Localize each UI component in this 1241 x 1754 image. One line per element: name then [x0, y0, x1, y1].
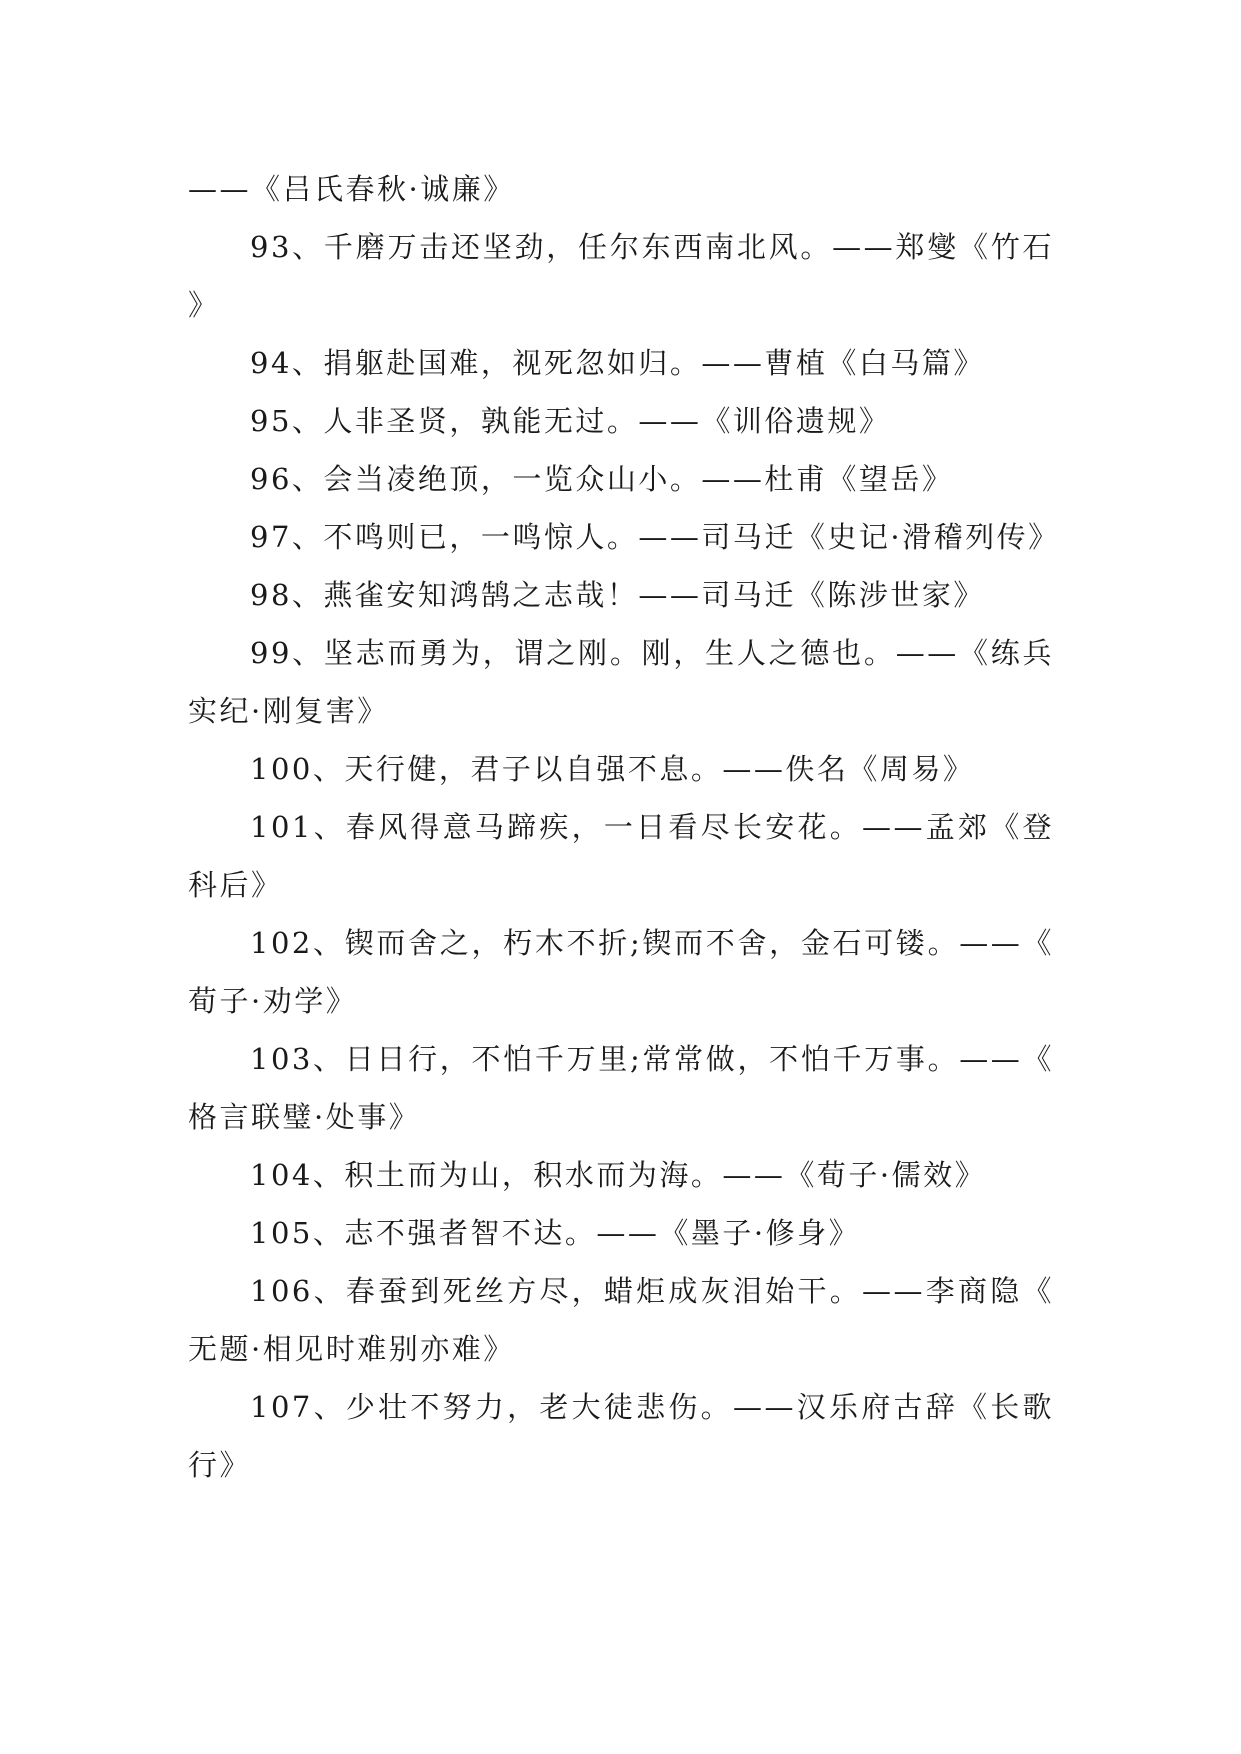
quote-105: 105、志不强者智不达。——《墨子·修身》: [250, 1216, 861, 1250]
quote-100: 100、天行健，君子以自强不息。——佚名《周易》: [250, 752, 975, 786]
quote-96: 96、会当凌绝顶，一览众山小。——杜甫《望岳》: [250, 462, 954, 496]
quote-106: 106、春蚕到死丝方尽，蜡炬成灰泪始干。——李商隐《无题·相见时难别亦难》: [188, 1274, 1054, 1366]
paragraph-source-continuation: ——《吕氏春秋·诚廉》: [188, 172, 515, 206]
quote-97: 97、不鸣则已，一鸣惊人。——司马迁《史记·滑稽列传》: [250, 520, 1060, 554]
quote-102: 102、锲而舍之，朽木不折;锲而不舍，金石可镂。——《荀子·劝学》: [188, 926, 1054, 1018]
quote-104: 104、积土而为山，积水而为海。——《荀子·儒效》: [250, 1158, 987, 1192]
quote-94: 94、捐躯赴国难，视死忽如归。——曹植《白马篇》: [250, 346, 985, 380]
quote-101: 101、春风得意马蹄疾，一日看尽长安花。——孟郊《登科后》: [188, 810, 1054, 902]
quote-98: 98、燕雀安知鸿鹄之志哉！——司马迁《陈涉世家》: [250, 578, 985, 612]
quote-99: 99、坚志而勇为，谓之刚。刚，生人之德也。——《练兵实纪·刚复害》: [188, 636, 1054, 728]
quote-107: 107、少壮不努力，老大徒悲伤。——汉乐府古辞《长歌行》: [188, 1390, 1054, 1482]
quote-103: 103、日日行，不怕千万里;常常做，不怕千万事。——《格言联璧·处事》: [188, 1042, 1054, 1134]
quote-95: 95、人非圣贤，孰能无过。——《训俗遗规》: [250, 404, 891, 438]
quote-93: 93、千磨万击还坚劲，任尔东西南北风。——郑燮《竹石》: [188, 230, 1054, 322]
document-body: [188, 160, 1060, 1494]
